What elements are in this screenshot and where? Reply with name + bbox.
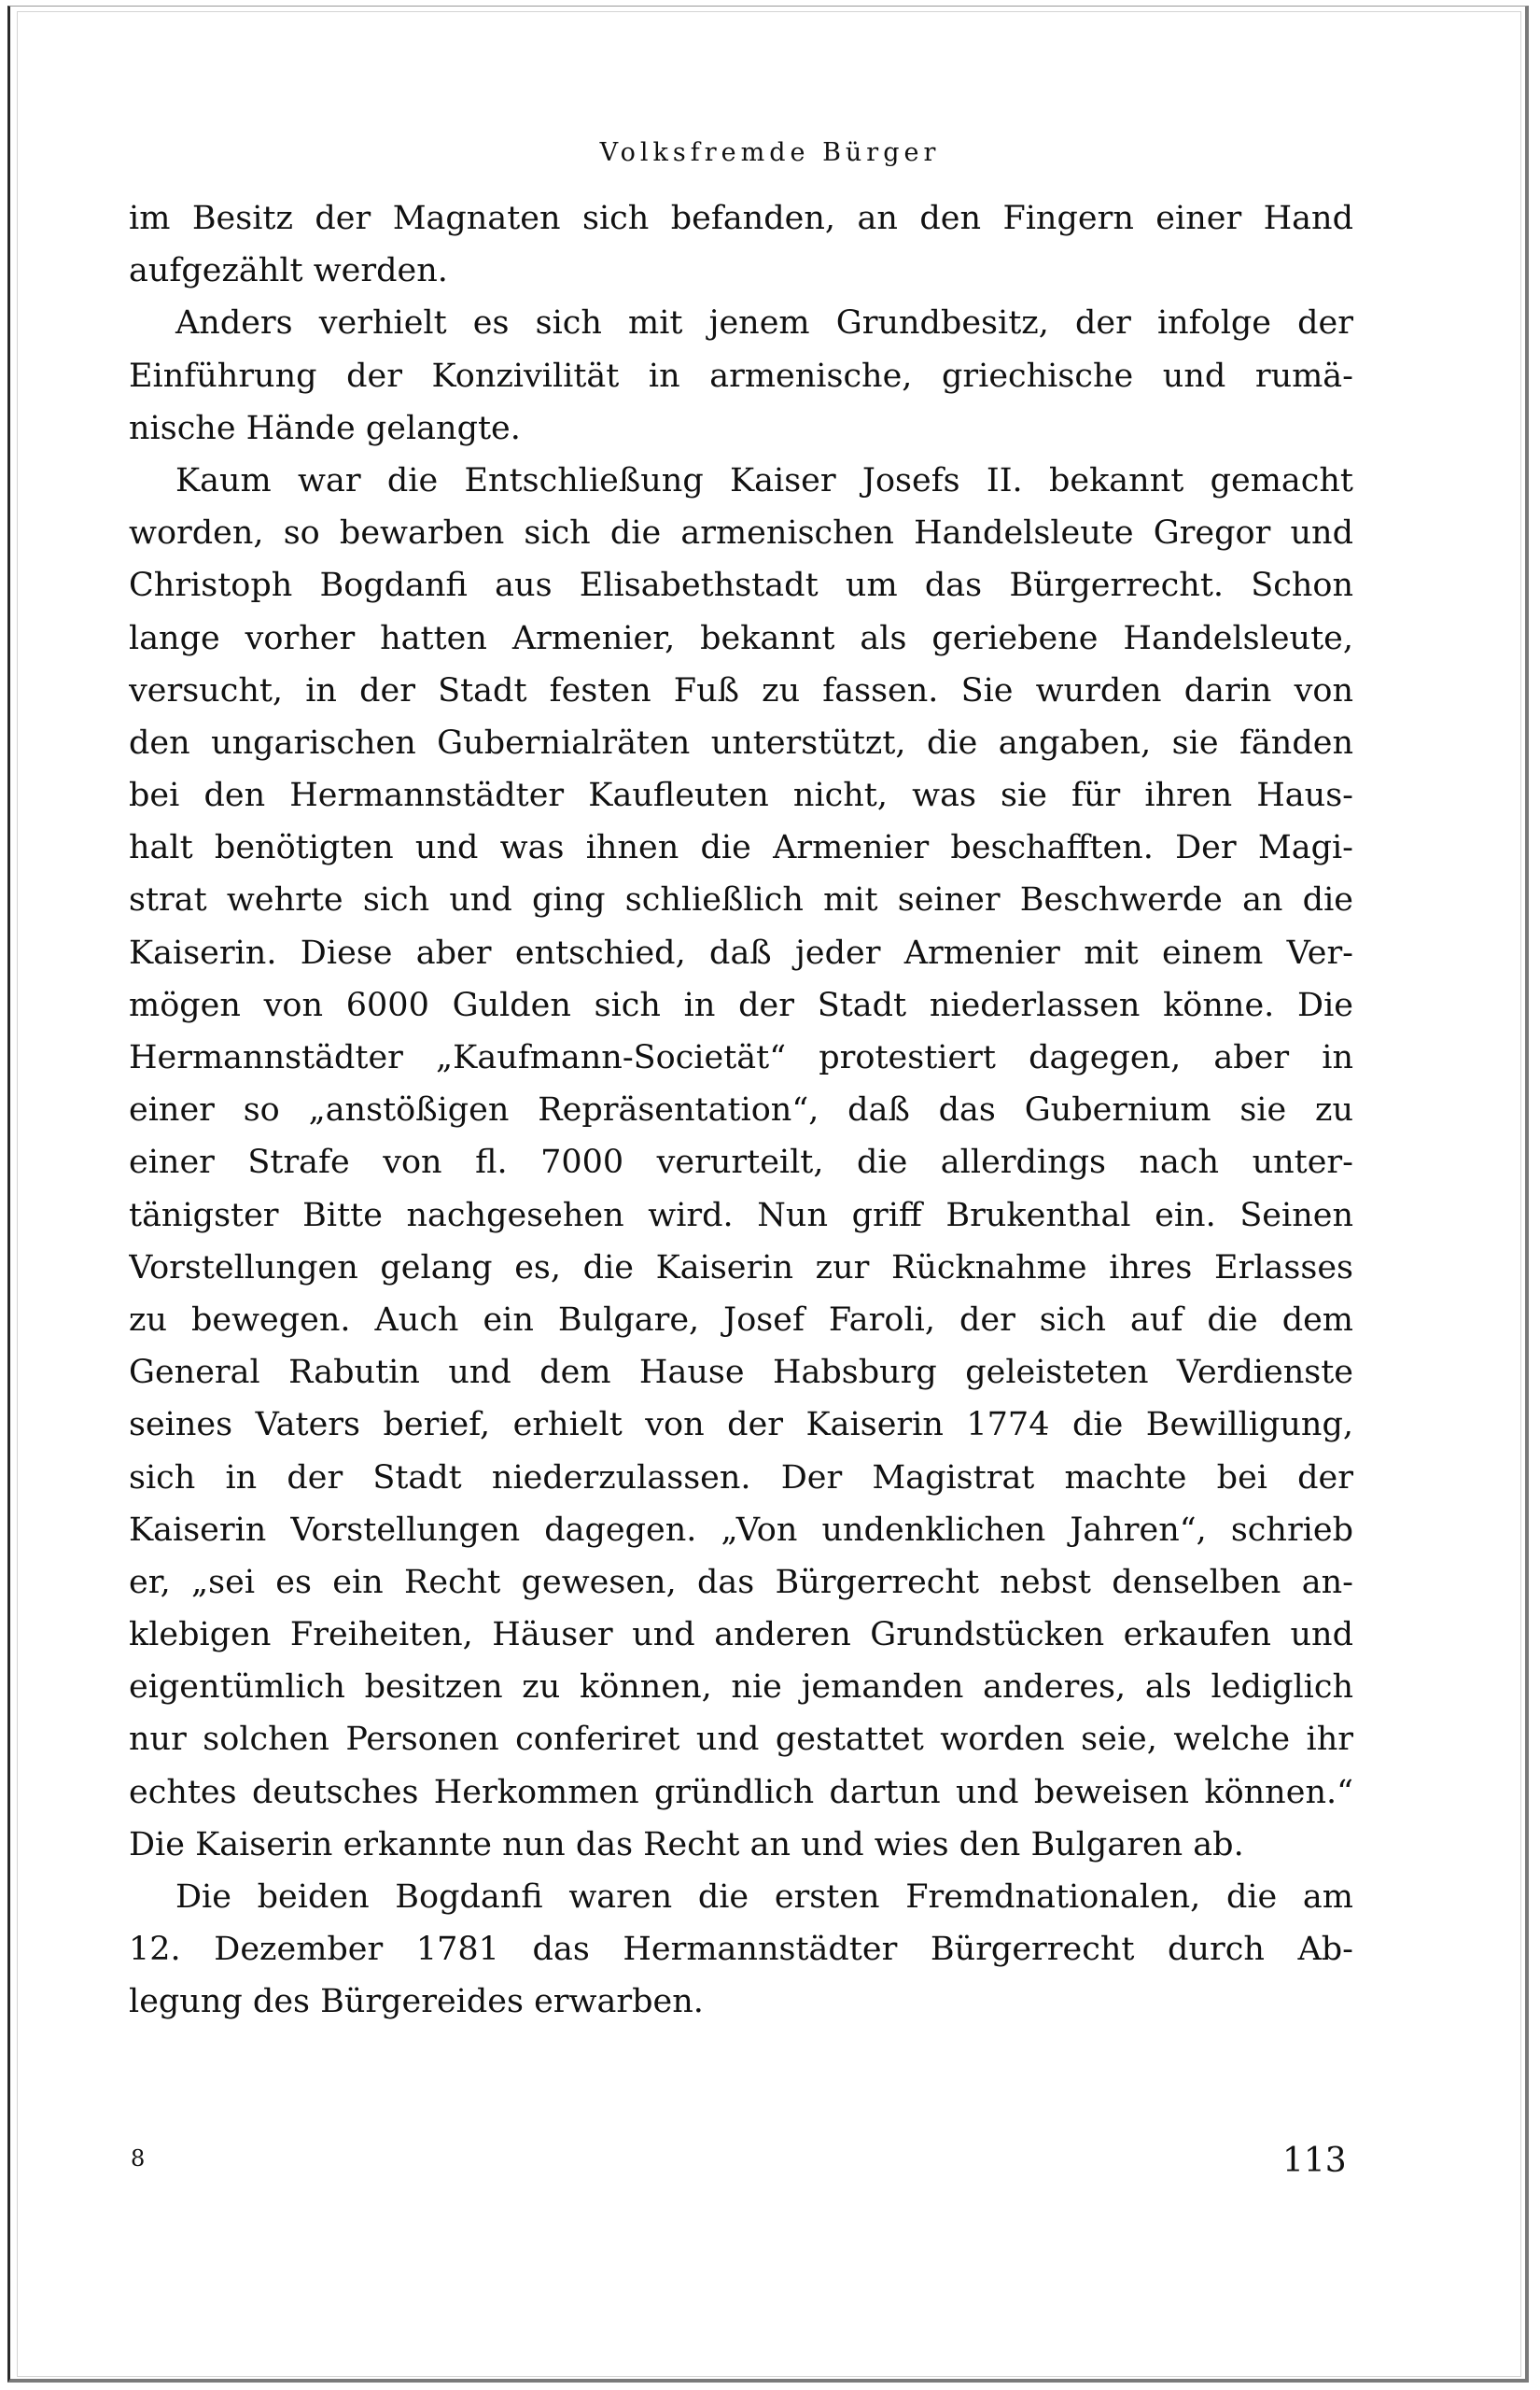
text-line: Christoph Bogdanfi aus Elisabethstadt um das Bürgerrecht. Schon bbox=[129, 567, 1353, 605]
text-line: aufgezählt werden. bbox=[129, 252, 448, 290]
text-line: klebigen Freiheiten, Häuser und anderen Grundstücken erkaufen und bbox=[129, 1616, 1353, 1654]
text-line: einer Strafe von fl. 7000 verurteilt, die allerdings nach unter- bbox=[129, 1144, 1353, 1182]
text-line: halt benötigten und was ihnen die Armenier beschafften. Der Magi- bbox=[129, 829, 1353, 867]
text-line: Einführung der Konzivilität in armenische, griechische und rumä- bbox=[129, 357, 1353, 395]
text-line: lange vorher hatten Armenier, bekannt als geriebene Handelsleute, bbox=[129, 619, 1353, 657]
text-line: legung des Bürgereides erwarben. bbox=[129, 1983, 704, 2021]
text-line: mögen von 6000 Gulden sich in der Stadt niederlassen könne. Die bbox=[129, 986, 1353, 1024]
text-line: er, „sei es ein Recht gewesen, das Bürgerrecht nebst denselben an- bbox=[129, 1563, 1353, 1601]
text-line: worden, so bewarben sich die armenischen Handelsleute Gregor und bbox=[129, 514, 1353, 553]
text-line: seines Vaters berief, erhielt von der Kaiserin 1774 die Bewilligung, bbox=[129, 1406, 1353, 1444]
text-line: eigentümlich besitzen zu können, nie jemanden anderes, als lediglich bbox=[129, 1668, 1353, 1707]
running-head: Volksfremde Bürger bbox=[599, 138, 941, 167]
text-line: bei den Hermannstädter Kaufleuten nicht, was sie für ihren Haus- bbox=[129, 777, 1353, 815]
text-line: Die Kaiserin erkannte nun das Recht an und wies den Bulgaren ab. bbox=[129, 1825, 1244, 1863]
text-line: strat wehrte sich und ging schließlich mit seiner Beschwerde an die bbox=[129, 881, 1353, 920]
text-line: General Rabutin und dem Hause Habsburg geleisteten Verdienste bbox=[129, 1354, 1353, 1392]
text-line: Kaiserin Vorstellungen dagegen. „Von undenklichen Jahren“, schrieb bbox=[129, 1511, 1353, 1549]
text-line: Hermannstädter „Kaufmann-Societät“ protestiert dagegen, aber in bbox=[129, 1039, 1353, 1076]
text-line: den ungarischen Gubernialräten unterstützt, die angaben, sie fänden bbox=[129, 724, 1353, 762]
text-line: Kaiserin. Diese aber entschied, daß jeder Armenier mit einem Ver- bbox=[129, 934, 1353, 972]
text-line: echtes deutsches Herkommen gründlich dartun und beweisen können.“ bbox=[129, 1773, 1353, 1811]
text-line: versucht, in der Stadt festen Fuß zu fassen. Sie wurden darin von bbox=[129, 671, 1353, 710]
text-line: Anders verhielt es sich mit jenem Grundbesitz, der infolge der bbox=[175, 304, 1353, 343]
signature-mark: 8 bbox=[131, 2145, 146, 2172]
text-line: nur solchen Personen conferiret und gestattet worden seie, welche ihr bbox=[129, 1721, 1353, 1759]
text-line: im Besitz der Magnaten sich befanden, an den Fingern einer Hand bbox=[129, 200, 1353, 237]
text-line: Vorstellungen gelang es, die Kaiserin zur Rücknahme ihres Erlasses bbox=[129, 1248, 1353, 1286]
text-line: zu bewegen. Auch ein Bulgare, Josef Faroli, der sich auf die dem bbox=[129, 1300, 1353, 1339]
text-line: Die beiden Bogdanfi waren die ersten Fremdnationalen, die am bbox=[175, 1878, 1353, 1916]
text-line: sich in der Stadt niederzulassen. Der Magistrat machte bei der bbox=[129, 1458, 1353, 1497]
body-text bbox=[129, 192, 1353, 2029]
text-line: Kaum war die Entschließung Kaiser Josefs II. bekannt gemacht bbox=[175, 461, 1353, 499]
text-line: einer so „anstößigen Repräsentation“, daß das Gubernium sie zu bbox=[129, 1091, 1353, 1130]
text-line: tänigster Bitte nachgesehen wird. Nun griff Brukenthal ein. Seinen bbox=[129, 1196, 1353, 1234]
page-number: 113 bbox=[1282, 2142, 1347, 2180]
text-line: 12. Dezember 1781 das Hermannstädter Bürgerrecht durch Ab- bbox=[129, 1931, 1353, 1969]
text-line: nische Hände gelangte. bbox=[129, 409, 521, 447]
